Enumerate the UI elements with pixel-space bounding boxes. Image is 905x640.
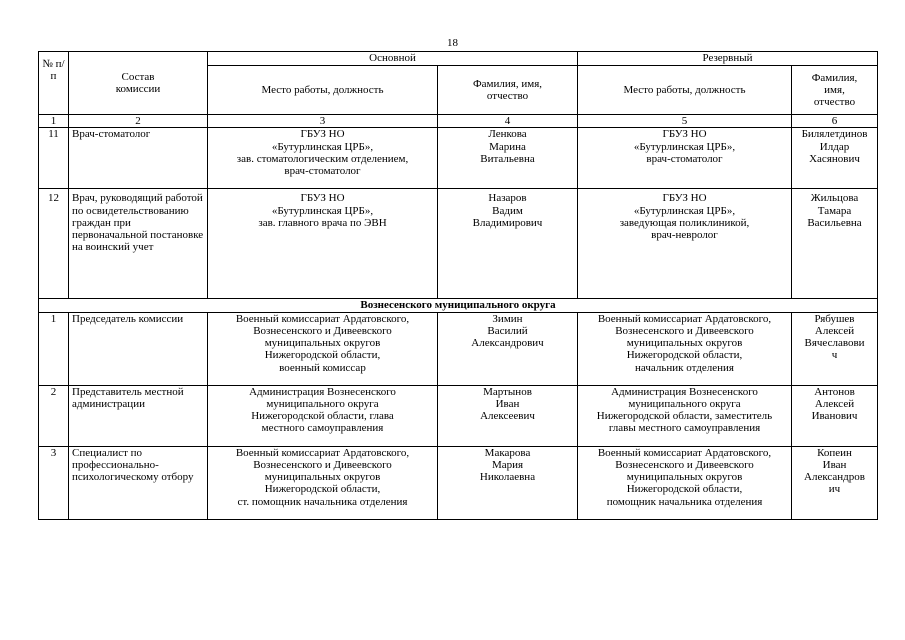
commission-table bbox=[38, 51, 878, 520]
header-reserve-fio bbox=[792, 66, 878, 115]
row-num: 12 bbox=[39, 189, 69, 299]
header-main: Основной bbox=[208, 52, 578, 66]
row-main-name: Ленкова Марина Витальевна bbox=[438, 128, 578, 189]
header-main-workplace: Место работы, должность bbox=[208, 66, 438, 115]
section-title: Вознесенского муниципального округа bbox=[39, 299, 878, 312]
header-composition bbox=[69, 52, 208, 115]
page-number: 18 bbox=[447, 37, 458, 49]
col-number: 1 bbox=[39, 115, 69, 128]
header-num-text: № п/п bbox=[42, 58, 65, 83]
row-main-work: ГБУЗ НО «Бутурлинская ЦРБ», зав. стоматологическим отделением, врач-стоматолог bbox=[208, 128, 438, 189]
column-numbers-row bbox=[39, 115, 878, 128]
row-main-work: ГБУЗ НО «Бутурлинская ЦРБ», зав. главного врача по ЭВН bbox=[208, 189, 438, 299]
row-res-name: Жильцова Тамара Васильевна bbox=[792, 189, 878, 299]
table-row bbox=[39, 446, 878, 519]
row-num: 1 bbox=[39, 312, 69, 385]
row-main-work: Администрация Вознесенского муниципального округа Нижегородской области, глава местного самоуправления bbox=[208, 385, 438, 446]
header-reserve: Резервный bbox=[578, 52, 878, 66]
row-res-work: Администрация Вознесенского муниципального округа Нижегородской области, заместитель главы местного самоуправления bbox=[578, 385, 792, 446]
header-reserve-fio-text: Фамилия, имя, отчество bbox=[811, 71, 858, 109]
row-main-name: Зимин Василий Александрович bbox=[438, 312, 578, 385]
row-main-name: Назаров Вадим Владимирович bbox=[438, 189, 578, 299]
row-role: Специалист по профессионально-психологическому отбору bbox=[69, 446, 208, 519]
header-main-fio-text: Фамилия, имя, отчество bbox=[472, 77, 542, 102]
row-res-name: Рябушев Алексей Вячеславови ч bbox=[792, 312, 878, 385]
table-row bbox=[39, 312, 878, 385]
row-num: 3 bbox=[39, 446, 69, 519]
section-row bbox=[39, 299, 878, 312]
header-main-fio bbox=[438, 66, 578, 115]
row-res-name: Билялетдинов Илдар Хасянович bbox=[792, 128, 878, 189]
row-main-work: Военный комиссариат Ардатовского, Вознесенского и Дивеевского муниципальных округов Нижегородской области, военный комиссар bbox=[208, 312, 438, 385]
col-number: 4 bbox=[438, 115, 578, 128]
row-num: 2 bbox=[39, 385, 69, 446]
row-num: 11 bbox=[39, 128, 69, 189]
row-role: Представитель местной администрации bbox=[69, 385, 208, 446]
row-res-name: Копеин Иван Александров ич bbox=[792, 446, 878, 519]
col-number: 3 bbox=[208, 115, 438, 128]
table-row bbox=[39, 189, 878, 299]
row-role: Врач, руководящий работой по освидетельствованию граждан при первоначальной постановке на воинский учет bbox=[69, 189, 208, 299]
row-main-name: Макарова Мария Николаевна bbox=[438, 446, 578, 519]
row-res-work: Военный комиссариат Ардатовского, Вознесенского и Дивеевского муниципальных округов Нижегородской области, помощник начальника отделения bbox=[578, 446, 792, 519]
header-composition-text: Состав комиссии bbox=[115, 70, 161, 95]
col-number: 5 bbox=[578, 115, 792, 128]
row-res-name: Антонов Алексей Иванович bbox=[792, 385, 878, 446]
row-role: Председатель комиссии bbox=[69, 312, 208, 385]
row-role: Врач-стоматолог bbox=[69, 128, 208, 189]
row-main-work: Военный комиссариат Ардатовского, Вознесенского и Дивеевского муниципальных округов Нижегородской области, ст. помощник начальника отделения bbox=[208, 446, 438, 519]
row-res-work: ГБУЗ НО «Бутурлинская ЦРБ», врач-стоматолог bbox=[578, 128, 792, 189]
table-row bbox=[39, 385, 878, 446]
row-res-work: Военный комиссариат Ардатовского, Вознесенского и Дивеевского муниципальных округов Нижегородской области, начальник отделения bbox=[578, 312, 792, 385]
row-res-work: ГБУЗ НО «Бутурлинская ЦРБ», заведующая поликлиникой, врач-невролог bbox=[578, 189, 792, 299]
table-row bbox=[39, 128, 878, 189]
col-number: 2 bbox=[69, 115, 208, 128]
col-number: 6 bbox=[792, 115, 878, 128]
row-main-name: Мартынов Иван Алексеевич bbox=[438, 385, 578, 446]
header-num bbox=[39, 52, 69, 115]
header-row-top bbox=[39, 52, 878, 66]
header-reserve-workplace: Место работы, должность bbox=[578, 66, 792, 115]
